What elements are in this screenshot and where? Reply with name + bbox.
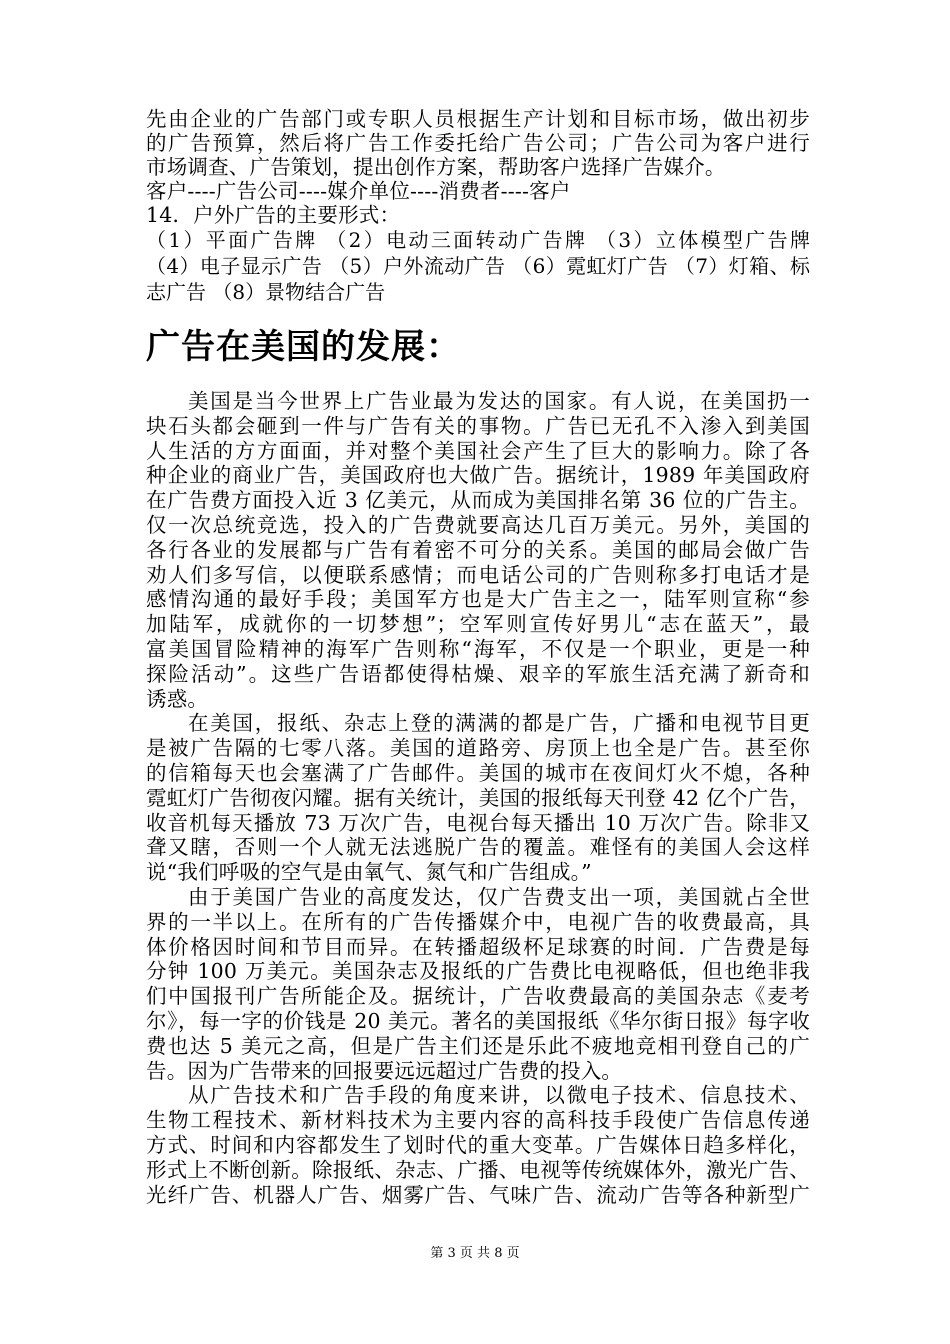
- paragraph-line: 费也达 5 美元之高，但是广告主们还是乐此不疲地竞相刊登自己的广: [146, 1033, 810, 1058]
- paragraph-line: 富美国冒险精神的海军广告则称“海军，不仅是一个职业，更是一种: [146, 636, 810, 661]
- outdoor-ad-list-line: （1）平面广告牌 （2）电动三面转动广告牌 （3）立体模型广告牌: [146, 228, 810, 252]
- paragraph-line: 从广告技术和广告手段的角度来讲，以微电子技术、信息技术、: [188, 1083, 810, 1108]
- paragraph-line: 种企业的商业广告，美国政府也大做广告。据统计，1989 年美国政府: [146, 463, 810, 488]
- outdoor-ad-block: [146, 203, 810, 305]
- outdoor-ad-title: 14．户外广告的主要形式：: [146, 203, 401, 227]
- paragraph-line: 形式上不断创新。除报纸、杂志、广播、电视等传统媒体外，激光广告、: [146, 1157, 810, 1182]
- paragraph-line: 在广告费方面投入近 3 亿美元，从而成为美国排名第 36 位的广告主。: [146, 488, 810, 513]
- paragraph-2: [146, 711, 810, 885]
- paragraph-line: 生物工程技术、新材料技术为主要内容的高科技手段使广告信息传递: [146, 1108, 810, 1133]
- paragraph-line: 人生活的方方面面，并对整个美国社会产生了巨大的影响力。除了各: [146, 438, 810, 463]
- paragraph-line: 由于美国广告业的高度发达，仅广告费支出一项，美国就占全世: [188, 884, 810, 909]
- paragraph-line: 块石头都会砸到一件与广告有关的事物。广告已无孔不入渗入到美国: [146, 413, 810, 438]
- page-footer: 第 3 页 共 8 页: [430, 1246, 520, 1261]
- intro-line: 的广告预算，然后将广告工作委托给广告公司；广告公司为客户进行: [146, 131, 810, 155]
- outdoor-ad-list-line: （4）电子显示广告 （5）户外流动广告 （6）霓虹灯广告 （7）灯箱、标: [146, 254, 810, 278]
- paragraph-line: 界的一半以上。在所有的广告传播媒介中，电视广告的收费最高，具: [146, 909, 810, 934]
- paragraph-line: 感情沟通的最好手段；美国军方也是大广告主之一，陆军则宣称“参: [146, 587, 810, 612]
- section-heading: 广告在美国的发展：: [146, 327, 461, 367]
- paragraph-line: 仅一次总统竞选，投入的广告费就要高达几百万美元。另外，美国的: [146, 512, 810, 537]
- paragraph-line: 告。因为广告带来的回报要远远超过广告费的投入。: [146, 1058, 623, 1083]
- paragraph-line: 各行各业的发展都与广告有着密不可分的关系。美国的邮局会做广告: [146, 537, 810, 562]
- intro-line: 先由企业的广告部门或专职人员根据生产计划和目标市场，做出初步: [146, 107, 810, 131]
- paragraph-line: 霓虹灯广告彻夜闪耀。据有关统计，美国的报纸每天刊登 42 亿个广告，: [146, 785, 810, 810]
- paragraph-line: 光纤广告、机器人广告、烟雾广告、气味广告、流动广告等各种新型广: [146, 1182, 810, 1207]
- flow-chain: 客户----广告公司----媒介单位----消费者----客户: [146, 179, 571, 203]
- paragraph-line: 的信箱每天也会塞满了广告邮件。美国的城市在夜间灯火不熄，各种: [146, 760, 810, 785]
- intro-block: [146, 107, 810, 203]
- paragraph-line: 探险活动”。这些广告语都使得枯燥、艰辛的军旅生活充满了新奇和: [146, 661, 810, 686]
- paragraph-3: [146, 885, 810, 1083]
- paragraph-line: 聋又瞎，否则一个人就无法逃脱广告的覆盖。难怪有的美国人会这样: [146, 835, 810, 860]
- paragraph-line: 尔》，每一字的价钱是 20 美元。著名的美国报纸《华尔街日报》每字收: [146, 1008, 810, 1033]
- paragraph-line: 在美国，报纸、杂志上登的满满的都是广告，广播和电视节目更: [188, 711, 810, 736]
- paragraph-line: 体价格因时间和节目而异。在转播超级杯足球赛的时间．广告费是每: [146, 934, 810, 959]
- paragraph-1: [146, 389, 810, 711]
- paragraph-line: 收音机每天播放 73 万次广告，电视台每天播出 10 万次广告。除非又: [146, 810, 810, 835]
- paragraph-line: 说“我们呼吸的空气是由氧气、氮气和广告组成。”: [146, 860, 592, 885]
- paragraph-line: 美国是当今世界上广告业最为发达的国家。有人说，在美国扔一: [188, 389, 810, 413]
- paragraph-line: 方式、时间和内容都发生了划时代的重大变革。广告媒体日趋多样化，: [146, 1132, 810, 1157]
- paragraph-line: 加陆军，成就你的一切梦想”；空军则宣传好男儿“志在蓝天”，最: [146, 612, 810, 637]
- paragraph-line: 劝人们多写信，以便联系感情；而电话公司的广告则称多打电话才是: [146, 562, 810, 587]
- intro-line: 市场调查、广告策划，提出创作方案，帮助客户选择广告媒介。: [146, 155, 726, 179]
- paragraph-4: [146, 1083, 810, 1207]
- paragraph-line: 分钟 100 万美元。美国杂志及报纸的广告费比电视略低，但也绝非我: [146, 959, 810, 984]
- paragraph-line: 诱惑。: [146, 686, 209, 711]
- outdoor-ad-list-line: 志广告 （8）景物结合广告: [146, 280, 386, 304]
- paragraph-line: 们中国报刊广告所能企及。据统计，广告收费最高的美国杂志《麦考: [146, 984, 810, 1009]
- document-body: [146, 107, 810, 1207]
- paragraph-line: 是被广告隔的七零八落。美国的道路旁、房顶上也全是广告。甚至你: [146, 736, 810, 761]
